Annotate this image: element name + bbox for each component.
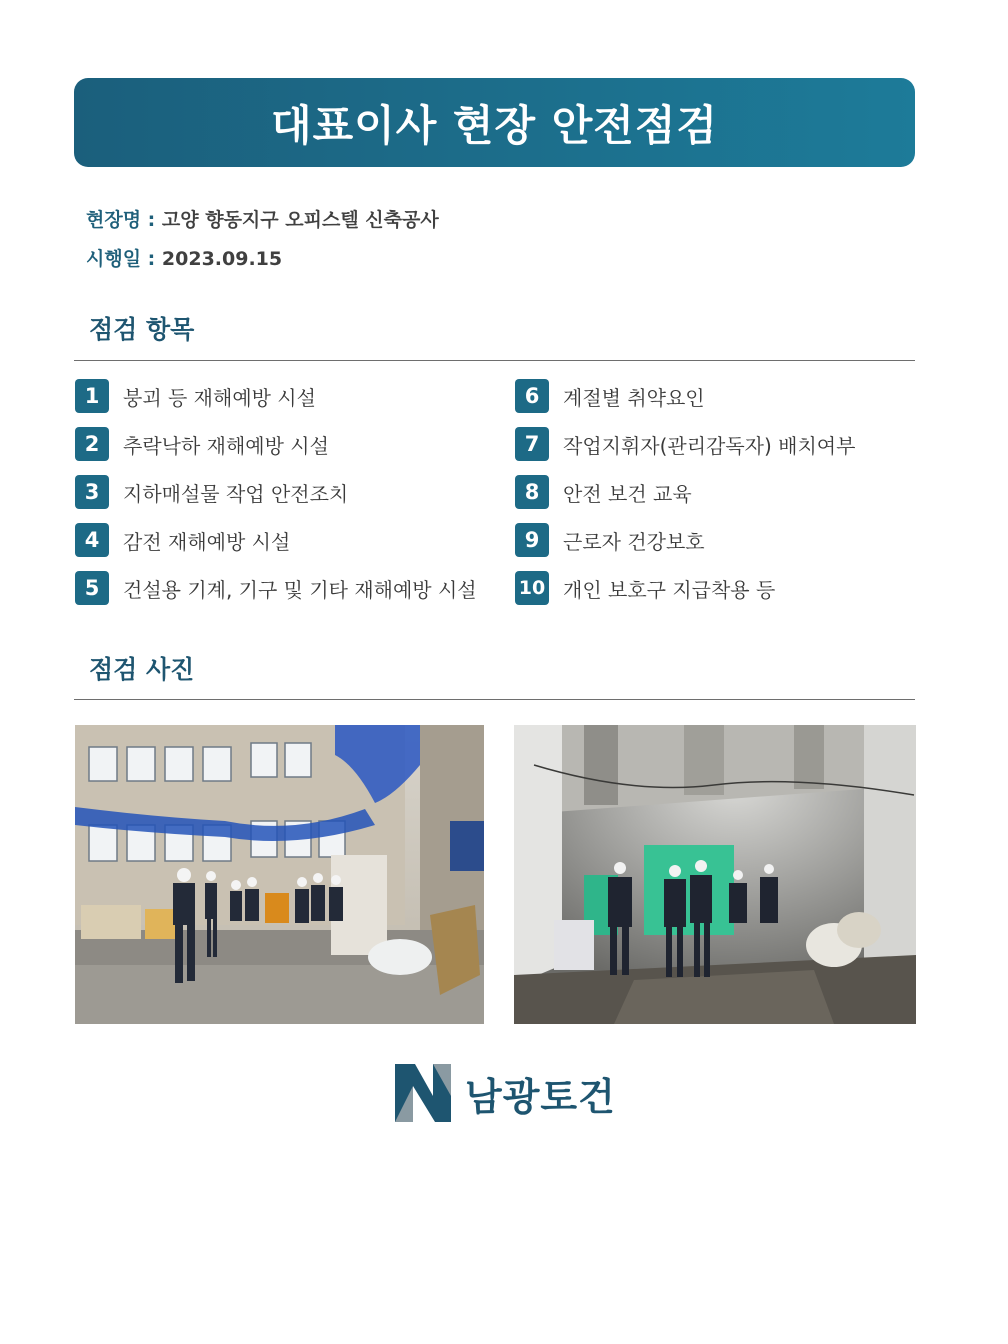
inspection-photo-outdoor <box>75 725 484 1024</box>
date-label: 시행일 : <box>86 248 156 270</box>
title-banner <box>74 78 915 167</box>
inspection-divider <box>74 360 915 361</box>
item-number: 4 <box>75 523 109 557</box>
site-name-value: 고양 향동지구 오피스텔 신축공사 <box>161 209 439 231</box>
item-number: 7 <box>515 427 549 461</box>
company-logo <box>393 1060 618 1126</box>
item-number: 2 <box>75 427 109 461</box>
inspection-item-9 <box>515 523 705 557</box>
item-text: 근로자 건강보호 <box>563 529 705 554</box>
item-number: 1 <box>75 379 109 413</box>
item-number: 9 <box>515 523 549 557</box>
inspection-item-4 <box>75 523 290 557</box>
inspection-item-5 <box>75 571 477 605</box>
item-text: 지하매설물 작업 안전조치 <box>123 481 349 506</box>
item-text: 건설용 기계, 기구 및 기타 재해예방 시설 <box>123 577 477 602</box>
item-number: 6 <box>515 379 549 413</box>
inspection-item-7 <box>515 427 855 461</box>
item-number: 3 <box>75 475 109 509</box>
inspection-item-2 <box>75 427 329 461</box>
item-text: 추락낙하 재해예방 시설 <box>123 433 329 458</box>
inspection-section-title: 점검 항목 <box>89 315 195 344</box>
nam-gwang-logo-mark-icon <box>393 1062 455 1124</box>
item-text: 작업지휘자(관리감독자) 배치여부 <box>563 433 856 458</box>
inspection-item-10 <box>515 571 775 605</box>
item-text: 안전 보건 교육 <box>563 481 692 506</box>
item-text: 계절별 취약요인 <box>563 385 705 410</box>
page-title: 대표이사 현장 안전점검 <box>271 100 718 150</box>
inspection-item-8 <box>515 475 692 509</box>
inspection-photo-underground <box>514 725 916 1024</box>
item-number: 5 <box>75 571 109 605</box>
date-line <box>86 244 282 271</box>
photos-divider <box>74 699 915 700</box>
inspection-item-1 <box>75 379 316 413</box>
item-number: 10 <box>515 571 549 605</box>
photos-section-title: 점검 사진 <box>89 655 195 684</box>
item-number: 8 <box>515 475 549 509</box>
item-text: 붕괴 등 재해예방 시설 <box>123 385 316 410</box>
site-name-label: 현장명 : <box>86 209 156 231</box>
item-text: 감전 재해예방 시설 <box>123 529 291 554</box>
site-name-line <box>86 205 439 232</box>
inspection-item-6 <box>515 379 705 413</box>
logo-text: 남광토건 <box>465 1074 616 1119</box>
item-text: 개인 보호구 지급착용 등 <box>563 577 776 602</box>
date-value: 2023.09.15 <box>161 248 283 270</box>
inspection-item-3 <box>75 475 348 509</box>
